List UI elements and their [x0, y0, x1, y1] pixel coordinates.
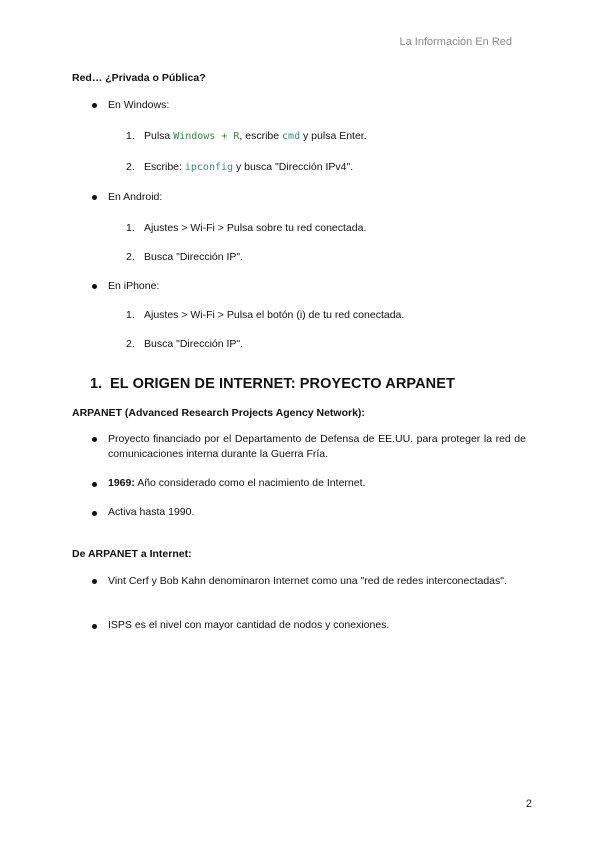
code-windows-r: Windows + R [173, 131, 240, 142]
windows-step-1-pre: Pulsa [144, 130, 174, 142]
windows-step-1 [144, 130, 367, 142]
heading-arpanet-to-internet: De ARPANET a Internet: [72, 548, 192, 560]
label-android: En Android: [108, 191, 163, 203]
windows-step-1-number: 1. [126, 130, 135, 142]
heading-arpanet: ARPANET (Advanced Research Projects Agency Network): [72, 407, 365, 419]
page-number: 2 [525, 798, 532, 810]
bullet-dot [92, 511, 97, 516]
internet-bullet-cerf-kahn: Vint Cerf y Bob Kahn denominaron Internet como una "red de redes interconectadas". [108, 575, 507, 587]
label-windows: En Windows: [108, 99, 170, 111]
bullet-dot [92, 103, 97, 108]
page-header-title: La Información En Red [399, 36, 512, 48]
iphone-step-1: Ajustes > Wi-Fi > Pulsa el botón (i) de tu red conectada. [144, 309, 405, 321]
heading-red-privada-publica: Red… ¿Privada o Pública? [72, 72, 206, 84]
bullet-dot [92, 624, 97, 629]
windows-step-2 [144, 161, 353, 173]
section-1-number: 1. [90, 376, 103, 392]
bullet-dot [92, 195, 97, 200]
android-step-2-number: 2. [126, 251, 135, 263]
iphone-step-1-number: 1. [126, 309, 135, 321]
bullet-dot [92, 579, 97, 584]
windows-step-1-mid: , escribe [239, 130, 283, 142]
android-step-1-number: 1. [126, 222, 135, 234]
windows-step-1-post: y pulsa Enter. [300, 130, 367, 142]
arpanet-bullet-active: Activa hasta 1990. [108, 506, 195, 518]
bullet-dot [92, 437, 97, 442]
section-1-title: EL ORIGEN DE INTERNET: PROYECTO ARPANET [110, 376, 455, 392]
android-step-2: Busca "Dirección IP". [144, 251, 244, 263]
iphone-step-2: Busca "Dirección IP". [144, 338, 244, 350]
year-1969: 1969: [108, 477, 135, 489]
windows-step-2-post: y busca "Dirección IPv4". [233, 161, 354, 173]
arpanet-bullet-funding: Proyecto financiado por el Departamento de Defensa de EE.UU. para proteger la red de comunicaciones interna durante la Guerra Fría. [108, 433, 526, 460]
iphone-step-2-number: 2. [126, 338, 135, 350]
year-1969-text: Año considerado como el nacimiento de Internet. [134, 477, 366, 489]
internet-bullet-isps: ISPS es el nivel con mayor cantidad de nodos y conexiones. [108, 619, 390, 631]
bullet-dot [92, 482, 97, 487]
windows-step-2-pre: Escribe: [144, 161, 185, 173]
code-cmd: cmd [282, 131, 301, 142]
arpanet-bullet-1969 [108, 477, 365, 489]
label-iphone: En iPhone: [108, 280, 160, 292]
bullet-dot [92, 284, 97, 289]
android-step-1: Ajustes > Wi-Fi > Pulsa sobre tu red conectada. [144, 222, 367, 234]
windows-step-2-number: 2. [126, 161, 135, 173]
code-ipconfig: ipconfig [184, 162, 234, 173]
